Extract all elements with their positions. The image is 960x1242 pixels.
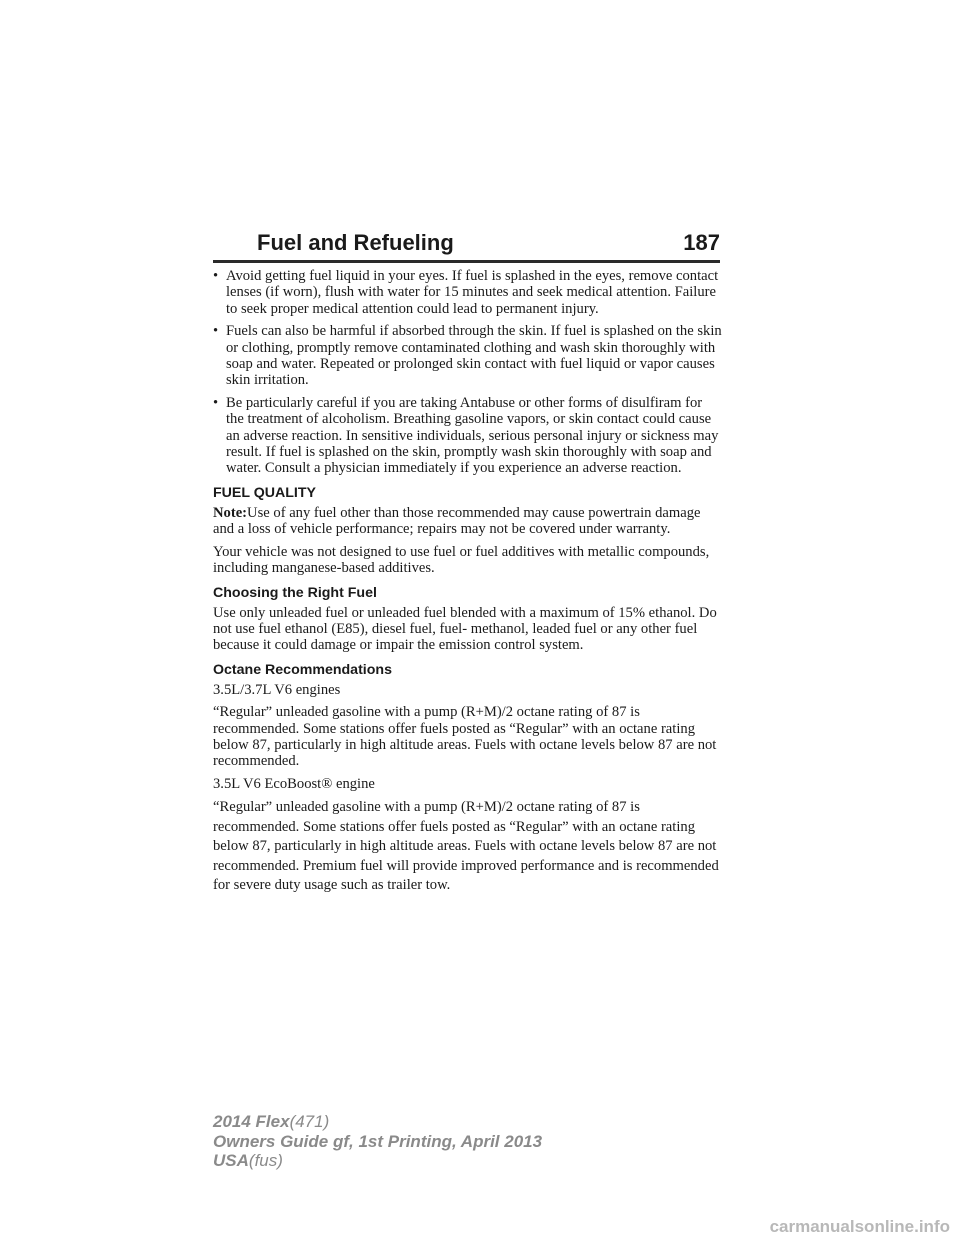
engine2-label: 3.5L V6 EcoBoost® engine [213,775,375,792]
fuel-quality-paragraph: Your vehicle was not designed to use fuel or fuel additives with metallic compounds, including manganese-based additives. [213,543,710,577]
note-text: Use of any fuel other than those recommended may cause powertrain damage and a loss of vehicle performance; repairs may not be covered under warranty. [213,504,701,538]
footer-line-1 [213,1112,542,1132]
fuel-quality-heading: FUEL QUALITY [213,484,316,501]
page-body [213,268,723,902]
bullet-text: Fuels can also be harmful if absorbed through the skin. If fuel is splashed on the skin or clothing, promptly remove contaminated clothing and wash skin thoroughly with soap and water. Repeated or prolonged skin contact with fuel liquid or vapor causes skin irritation. [226,323,722,389]
choosing-fuel-heading: Choosing the Right Fuel [213,584,377,601]
bullet-text: Avoid getting fuel liquid in your eyes. If fuel is splashed in the eyes, remove contact lenses (if worn), flush with water for 15 minutes and seek medical attention. Failure to seek proper medical attention could lead to permanent injury. [226,268,719,317]
footer-line-2: Owners Guide gf, 1st Printing, April 2013 [213,1131,543,1151]
bullet-icon: • [213,394,219,411]
footer-market: USA [213,1151,249,1170]
bullet-item-antabuse [213,395,723,477]
header-rule [213,260,720,263]
bullet-item-eyes [213,268,723,317]
header-title: Fuel and Refueling [257,230,454,255]
engine1-label: 3.5L/3.7L V6 engines [213,681,341,698]
choosing-fuel-paragraph: Use only unleaded fuel or unleaded fuel blended with a maximum of 15% ethanol. Do not use fuel ethanol (E85), diesel fuel, fuel- methanol, leaded fuel or any other fuel because it could damage or impair the emission control system. [213,604,717,654]
footer-market-code: (fus) [248,1151,283,1170]
footer-model: 2014 Flex [213,1112,290,1131]
page-number: 187 [683,230,720,255]
bullet-icon: • [213,268,219,284]
note-label: Note: [213,504,248,521]
fuel-quality-note [213,505,723,538]
engine1-paragraph: “Regular” unleaded gasoline with a pump (R+M)/2 octane rating of 87 is recommended. Some stations offer fuels posted as “Regular” with an octane rating below 87, particularly in high altitude areas. Fuels with octane levels below 87 are not recommended. [213,704,717,770]
footer-model-code: (471) [289,1112,330,1131]
bullet-text: Be particularly careful if you are taking Antabuse or other forms of disulfiram for the treatment of alcoholism. Breathing gasoline vapors, or skin contact could cause an adverse reaction. In sensitive individuals, serious personal injury or sickness may result. If fuel is splashed on the skin, promptly wash skin thoroughly with soap and water. Consult a physician immediately if you experience an adverse reaction. [226,394,719,477]
bullet-item-skin [213,323,723,389]
engine2-paragraph: “Regular” unleaded gasoline with a pump (R+M)/2 octane rating of 87 is recommended. Some stations offer fuels posted as “Regular” with an octane rating below 87, particularly in high altitude areas. Fuels with octane levels below 87 are not recommended. Premium fuel will provide improved performance and is recommended for severe duty usage such as trailer tow. [213,799,719,894]
footer-line-3 [213,1151,542,1171]
page-header [213,228,720,264]
octane-heading: Octane Recommendations [213,661,392,678]
print-footer [213,1112,542,1171]
watermark: carmanualsonline.info [769,1217,950,1236]
safety-bullet-list [213,268,723,477]
bullet-icon: • [213,323,219,340]
